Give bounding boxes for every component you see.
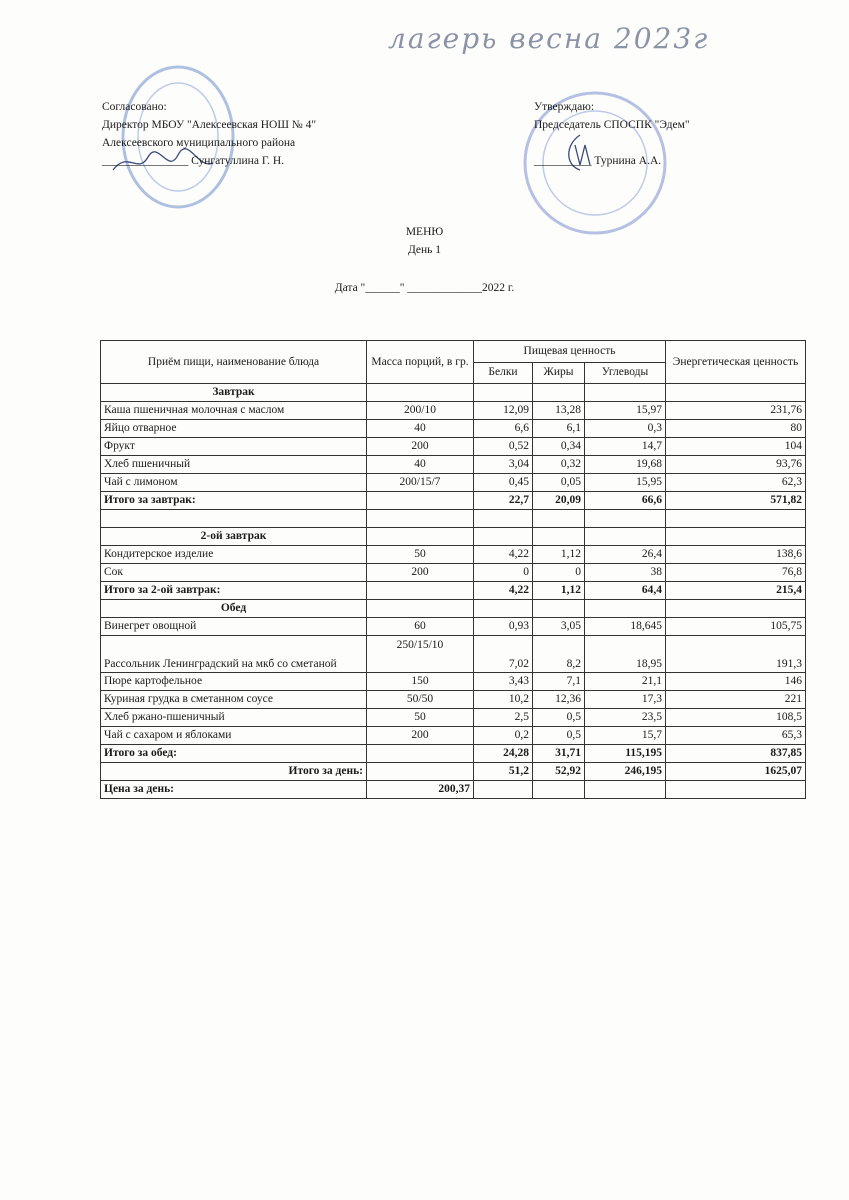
cell-carbs [585,600,666,618]
cell-energy [666,510,806,528]
cell-name: Итого за завтрак: [101,492,367,510]
cell-name: Яйцо отварное [101,420,367,438]
cell-name: Кондитерское изделие [101,546,367,564]
cell-fat: 31,71 [533,745,585,763]
cell-energy: 215,4 [666,582,806,600]
cell-mass [367,528,474,546]
cell-protein: 10,2 [474,691,533,709]
cell-mass [367,582,474,600]
header-nutrition: Пищевая ценность [474,341,666,363]
cell-name: Завтрак [101,384,367,402]
cell-protein: 2,5 [474,709,533,727]
cell-mass [367,510,474,528]
cell-energy: 1625,07 [666,763,806,781]
cell-energy: 146 [666,673,806,691]
cell-name [101,510,367,528]
table-row [101,709,806,727]
cell-fat [533,528,585,546]
cell-energy [666,384,806,402]
cell-fat: 7,1 [533,673,585,691]
header-protein: Белки [474,362,533,384]
section-row [101,528,806,546]
cell-mass: 50 [367,709,474,727]
cell-energy: 138,6 [666,546,806,564]
cell-name: Винегрет овощной [101,618,367,636]
header-fat: Жиры [533,362,585,384]
cell-mass: 60 [367,618,474,636]
cell-carbs: 15,97 [585,402,666,420]
cell-name: Чай с сахаром и яблоками [101,727,367,745]
cell-energy [666,528,806,546]
cell-mass: 200 [367,564,474,582]
header-carbs: Углеводы [585,362,666,384]
table-row [101,420,806,438]
cell-mass: 50/50 [367,691,474,709]
cell-name: Итого за день: [101,763,367,781]
cell-protein [474,528,533,546]
cell-energy: 80 [666,420,806,438]
table-row [101,691,806,709]
cell-fat: 1,12 [533,582,585,600]
cell-fat: 3,05 [533,618,585,636]
cell-mass: 200,37 [367,781,474,799]
cell-carbs: 15,7 [585,727,666,745]
total-row [101,492,806,510]
table-row [101,673,806,691]
cell-fat [533,781,585,799]
cell-carbs [585,528,666,546]
header-name: Приём пищи, наименование блюда [101,341,367,384]
day-label: День 1 [407,244,442,256]
total-row [101,745,806,763]
total-row [101,582,806,600]
cell-name: Пюре картофельное [101,673,367,691]
cell-mass: 200 [367,727,474,745]
price-row [101,781,806,799]
cell-name: Куриная грудка в сметанном соусе [101,691,367,709]
table-row [101,474,806,492]
cell-protein [474,384,533,402]
cell-mass [367,492,474,510]
cell-energy: 108,5 [666,709,806,727]
cell-carbs [585,781,666,799]
cell-carbs: 18,645 [585,618,666,636]
cell-protein: 12,09 [474,402,533,420]
cell-protein: 22,7 [474,492,533,510]
cell-energy: 76,8 [666,564,806,582]
cell-energy: 65,3 [666,727,806,745]
cell-fat: 1,12 [533,546,585,564]
cell-fat [533,510,585,528]
cell-fat: 0,32 [533,456,585,474]
cell-energy: 231,76 [666,402,806,420]
cell-carbs [585,384,666,402]
approval-right [534,98,690,170]
cell-mass [367,763,474,781]
cell-mass: 40 [367,420,474,438]
approval-right-line1: Председатель СПОСПК "Эдем" [534,119,690,131]
date-line: Дата "______" _____________2022 г. [334,282,515,294]
cell-name: Хлеб ржано-пшеничный [101,709,367,727]
cell-carbs: 19,68 [585,456,666,474]
cell-name: Фрукт [101,438,367,456]
cell-mass: 200 [367,438,474,456]
cell-fat [533,600,585,618]
cell-name: Сок [101,564,367,582]
cell-energy: 93,76 [666,456,806,474]
approval-right-title: Утверждаю: [534,101,595,113]
cell-protein: 51,2 [474,763,533,781]
cell-carbs: 26,4 [585,546,666,564]
table-row [101,438,806,456]
cell-name: Итого за 2-ой завтрак: [101,582,367,600]
cell-protein: 6,6 [474,420,533,438]
cell-energy: 62,3 [666,474,806,492]
cell-mass: 200/15/7 [367,474,474,492]
table-row [101,546,806,564]
cell-carbs [585,510,666,528]
table-row [101,456,806,474]
cell-mass: 200/10 [367,402,474,420]
cell-name: Чай с лимоном [101,474,367,492]
menu-table [100,340,806,799]
cell-carbs: 64,4 [585,582,666,600]
cell-fat: 0,5 [533,727,585,745]
approval-left [102,98,316,170]
cell-energy: 191,3 [666,636,806,673]
cell-name: Хлеб пшеничный [101,456,367,474]
cell-energy: 837,85 [666,745,806,763]
cell-mass: 250/15/10 [367,636,474,673]
cell-carbs: 38 [585,564,666,582]
cell-mass [367,745,474,763]
cell-protein: 0,2 [474,727,533,745]
table-row [101,564,806,582]
cell-carbs: 21,1 [585,673,666,691]
cell-protein: 0,45 [474,474,533,492]
cell-mass: 150 [367,673,474,691]
cell-carbs: 0,3 [585,420,666,438]
cell-protein: 0,52 [474,438,533,456]
table-row [101,636,806,673]
cell-carbs: 15,95 [585,474,666,492]
blank-row [101,510,806,528]
cell-carbs: 18,95 [585,636,666,673]
cell-energy: 571,82 [666,492,806,510]
cell-protein [474,781,533,799]
cell-protein: 0 [474,564,533,582]
cell-protein: 7,02 [474,636,533,673]
handwritten-note: лагерь весна 2023г [388,22,710,55]
approval-left-line1: Директор МБОУ "Алексеевская НОШ № 4" [102,119,317,131]
cell-protein: 4,22 [474,546,533,564]
section-row [101,600,806,618]
cell-mass: 40 [367,456,474,474]
cell-protein [474,510,533,528]
cell-protein [474,600,533,618]
daytotal-row [101,763,806,781]
cell-name: Каша пшеничная молочная с маслом [101,402,367,420]
cell-name: Обед [101,600,367,618]
cell-carbs: 66,6 [585,492,666,510]
cell-energy: 104 [666,438,806,456]
cell-carbs: 14,7 [585,438,666,456]
cell-fat: 8,2 [533,636,585,673]
section-row [101,384,806,402]
approval-right-signature: __________ Турнина А.А. [534,155,662,167]
cell-name: Рассольник Ленинградский на мкб со сметаной [101,636,367,673]
cell-carbs: 17,3 [585,691,666,709]
cell-fat: 20,09 [533,492,585,510]
cell-protein: 3,04 [474,456,533,474]
cell-protein: 4,22 [474,582,533,600]
cell-energy [666,781,806,799]
approval-left-line2: Алексеевского муниципального района [102,137,296,149]
cell-mass [367,600,474,618]
cell-protein: 3,43 [474,673,533,691]
cell-fat: 12,36 [533,691,585,709]
table-row [101,727,806,745]
cell-carbs: 115,195 [585,745,666,763]
header-energy: Энергетическая ценность [666,341,806,384]
cell-name: 2-ой завтрак [101,528,367,546]
cell-protein: 24,28 [474,745,533,763]
cell-mass [367,384,474,402]
cell-fat: 52,92 [533,763,585,781]
cell-mass: 50 [367,546,474,564]
cell-carbs: 23,5 [585,709,666,727]
cell-fat: 0 [533,564,585,582]
approval-left-signature: _______________ Сунгатуллина Г. Н. [102,155,285,167]
header-mass: Масса порций, в гр. [367,341,474,384]
cell-energy: 221 [666,691,806,709]
cell-fat: 6,1 [533,420,585,438]
cell-fat: 13,28 [533,402,585,420]
cell-fat: 0,34 [533,438,585,456]
cell-carbs: 246,195 [585,763,666,781]
cell-energy: 105,75 [666,618,806,636]
cell-protein: 0,93 [474,618,533,636]
cell-name: Цена за день: [101,781,367,799]
cell-name: Итого за обед: [101,745,367,763]
cell-fat: 0,05 [533,474,585,492]
table-row [101,618,806,636]
doc-title: МЕНЮ [405,226,444,238]
approval-left-title: Согласовано: [102,101,167,113]
cell-fat [533,384,585,402]
cell-energy [666,600,806,618]
cell-fat: 0,5 [533,709,585,727]
table-row [101,402,806,420]
